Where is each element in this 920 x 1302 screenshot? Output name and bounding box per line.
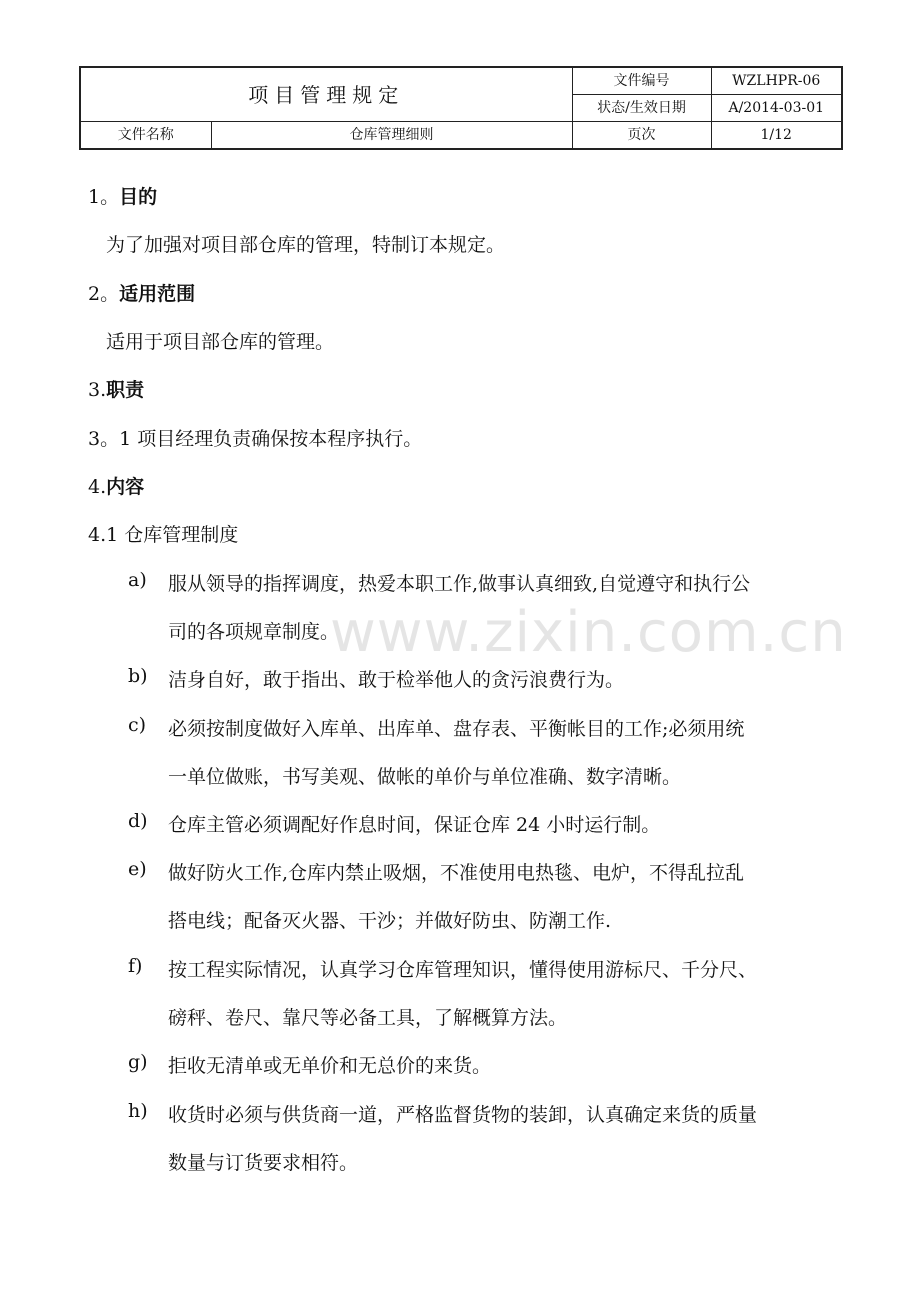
list-item-letter: h) — [128, 1100, 148, 1122]
file-name-label: 文件名称 — [80, 122, 211, 150]
list-item-text: 搭电线；配备灭火器、干沙；并做好防虫、防潮工作. — [168, 910, 612, 932]
list-item-letter: a) — [128, 569, 147, 591]
list-item-text: 按工程实际情况，认真学习仓库管理知识，懂得使用游标尺、千分尺、 — [168, 959, 758, 981]
status-label: 状态/生效日期 — [572, 95, 711, 122]
section-1-heading: 1。目的 — [88, 186, 158, 208]
list-item-text: 一单位做账，书写美观、做帐的单价与单位准确、数字清晰。 — [168, 766, 682, 788]
doc-no-value: WZLHPR-06 — [711, 67, 842, 95]
section-1-text: 为了加强对项目部仓库的管理，特制订本规定。 — [106, 234, 506, 256]
section-2-heading: 2。适用范围 — [88, 283, 196, 305]
list-item-text: 拒收无清单或无单价和无总价的来货。 — [168, 1055, 492, 1077]
document-header-table — [79, 66, 843, 150]
list-item-text: 必须按制度做好入库单、出库单、盘存表、平衡帐目的工作;必须用统 — [168, 718, 745, 740]
list-item-text: 做好防火工作,仓库内禁止吸烟，不准使用电热毯、电炉，不得乱拉乱 — [168, 862, 745, 884]
page-value: 1/12 — [711, 122, 842, 150]
list-item-text: 收货时必须与供货商一道，严格监督货物的装卸，认真确定来货的质量 — [168, 1104, 758, 1126]
list-item-letter: d) — [128, 810, 148, 832]
file-name-value: 仓库管理细则 — [211, 122, 572, 150]
list-item-text: 数量与订货要求相符。 — [168, 1152, 359, 1174]
list-item-text: 司的各项规章制度。 — [168, 621, 340, 643]
doc-no-label: 文件编号 — [572, 67, 711, 95]
section-4-1-text: 4.1 仓库管理制度 — [88, 524, 239, 546]
watermark: www.zixin.com.cn — [330, 600, 847, 665]
list-item-letter: e) — [128, 858, 147, 880]
list-item-letter: f) — [128, 955, 143, 977]
list-item-text: 仓库主管必须调配好作息时间，保证仓库 24 小时运行制。 — [168, 814, 661, 836]
section-3-text: 3。1 项目经理负责确保按本程序执行。 — [88, 428, 423, 450]
list-item-letter: g) — [128, 1051, 148, 1073]
list-item-letter: b) — [128, 665, 148, 687]
list-item-letter: c) — [128, 714, 147, 736]
list-item-text: 洁身自好，敢于指出、敢于检举他人的贪污浪费行为。 — [168, 669, 625, 691]
status-value: A/2014-03-01 — [711, 95, 842, 122]
document-title: 项目管理规定 — [80, 67, 572, 122]
section-2-text: 适用于项目部仓库的管理。 — [106, 331, 335, 353]
page-label: 页次 — [572, 122, 711, 150]
section-4-heading: 4.内容 — [88, 476, 145, 498]
list-item-text: 磅秤、卷尺、靠尺等必备工具，了解概算方法。 — [168, 1007, 568, 1029]
list-item-text: 服从领导的指挥调度，热爱本职工作,做事认真细致,自觉遵守和执行公 — [168, 573, 751, 595]
section-3-heading: 3.职责 — [88, 379, 145, 401]
